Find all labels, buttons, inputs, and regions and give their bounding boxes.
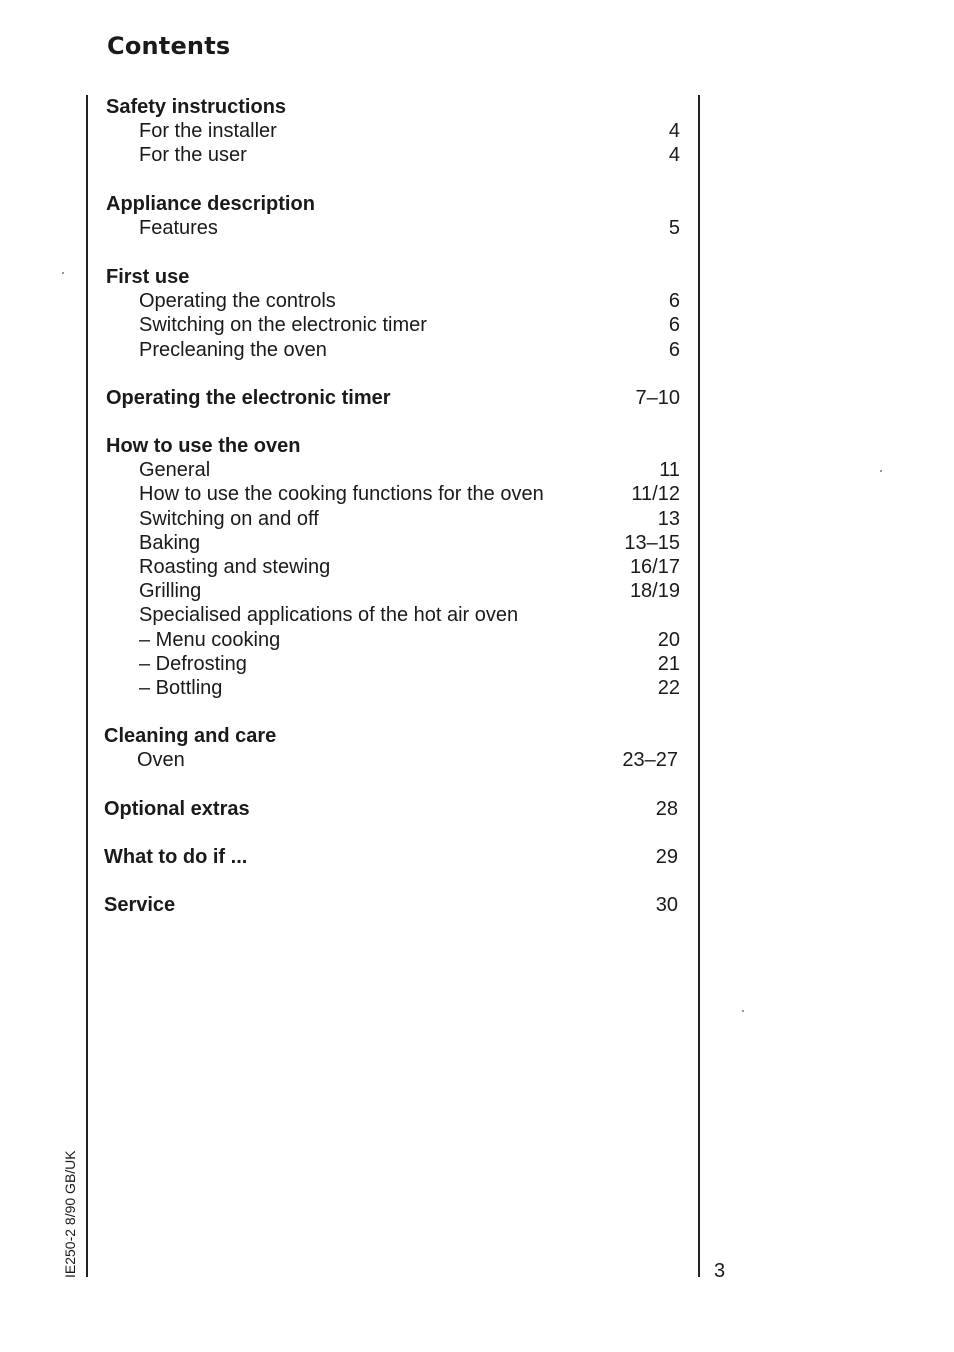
toc-entry bbox=[0, 603, 954, 627]
section-heading: Operating the electronic timer bbox=[106, 387, 391, 409]
toc-entry bbox=[0, 628, 954, 652]
section-heading: Safety instructions bbox=[106, 96, 287, 118]
entry-label: For the installer bbox=[139, 120, 277, 142]
scan-speck bbox=[62, 272, 64, 274]
toc-entry bbox=[0, 676, 954, 700]
entry-page-number: 4 bbox=[668, 120, 680, 142]
section-page-number: 7–10 bbox=[635, 387, 680, 409]
entry-label: Baking bbox=[139, 532, 201, 554]
entry-page-number: 20 bbox=[657, 629, 680, 651]
section-page-number: 29 bbox=[655, 846, 678, 868]
entry-label: Features bbox=[139, 217, 218, 239]
entry-label: Precleaning the oven bbox=[139, 339, 327, 361]
entry-label: For the user bbox=[139, 144, 247, 166]
entry-label: Switching on and off bbox=[139, 508, 319, 530]
entry-page-number: 6 bbox=[668, 290, 680, 312]
section-page-number: 28 bbox=[655, 798, 678, 820]
toc-entry bbox=[0, 338, 954, 362]
scan-speck bbox=[880, 470, 882, 472]
toc-entry bbox=[0, 482, 954, 506]
section-heading: First use bbox=[106, 266, 190, 288]
entry-page-number: 16/17 bbox=[629, 556, 680, 578]
entry-label: Roasting and stewing bbox=[139, 556, 331, 578]
entry-page-number: 18/19 bbox=[629, 580, 680, 602]
entry-page-number: 6 bbox=[668, 339, 680, 361]
toc-entry bbox=[0, 458, 954, 482]
toc-entry bbox=[0, 748, 954, 772]
entry-page-number: 13 bbox=[657, 508, 680, 530]
toc-entry bbox=[0, 143, 954, 167]
scan-speck bbox=[742, 1010, 744, 1012]
entry-label: Grilling bbox=[139, 580, 202, 602]
entry-page-number: 22 bbox=[657, 677, 680, 699]
entry-label: Specialised applications of the hot air oven bbox=[139, 604, 519, 626]
toc-entry bbox=[0, 531, 954, 555]
entry-label: Operating the controls bbox=[139, 290, 336, 312]
entry-label: How to use the cooking functions for the oven bbox=[139, 483, 544, 505]
page-number: 3 bbox=[714, 1260, 726, 1282]
section-heading: Optional extras bbox=[104, 798, 250, 820]
toc-entry bbox=[0, 579, 954, 603]
section-heading: Appliance description bbox=[106, 193, 315, 215]
entry-page-number: 11/12 bbox=[631, 483, 680, 505]
section-page-number: 30 bbox=[655, 894, 678, 916]
entry-page-number: 21 bbox=[657, 653, 680, 675]
page-title: Contents bbox=[107, 32, 231, 60]
entry-label: Oven bbox=[137, 749, 185, 771]
entry-label: – Defrosting bbox=[139, 653, 247, 675]
section-heading: Cleaning and care bbox=[104, 725, 277, 747]
entry-page-number: 6 bbox=[668, 314, 680, 336]
section-heading: Service bbox=[104, 894, 176, 916]
entry-page-number: 23–27 bbox=[622, 749, 678, 771]
document-code: IE250-2 8/90 GB/UK bbox=[62, 1150, 78, 1278]
toc-entry bbox=[0, 507, 954, 531]
toc-entry bbox=[0, 313, 954, 337]
entry-label: General bbox=[139, 459, 211, 481]
toc-entry bbox=[0, 555, 954, 579]
entry-page-number: 13–15 bbox=[624, 532, 680, 554]
section-heading: What to do if ... bbox=[104, 846, 248, 868]
entry-page-number: 11 bbox=[659, 459, 680, 481]
toc-entry bbox=[0, 216, 954, 240]
section-heading: How to use the oven bbox=[106, 435, 301, 457]
entry-label: – Bottling bbox=[139, 677, 223, 699]
entry-label: Switching on the electronic timer bbox=[139, 314, 427, 336]
toc-entry bbox=[0, 652, 954, 676]
toc-entry bbox=[0, 289, 954, 313]
entry-page-number: 5 bbox=[668, 217, 680, 239]
entry-page-number: 4 bbox=[668, 144, 680, 166]
toc-entry bbox=[0, 119, 954, 143]
entry-label: – Menu cooking bbox=[139, 629, 281, 651]
